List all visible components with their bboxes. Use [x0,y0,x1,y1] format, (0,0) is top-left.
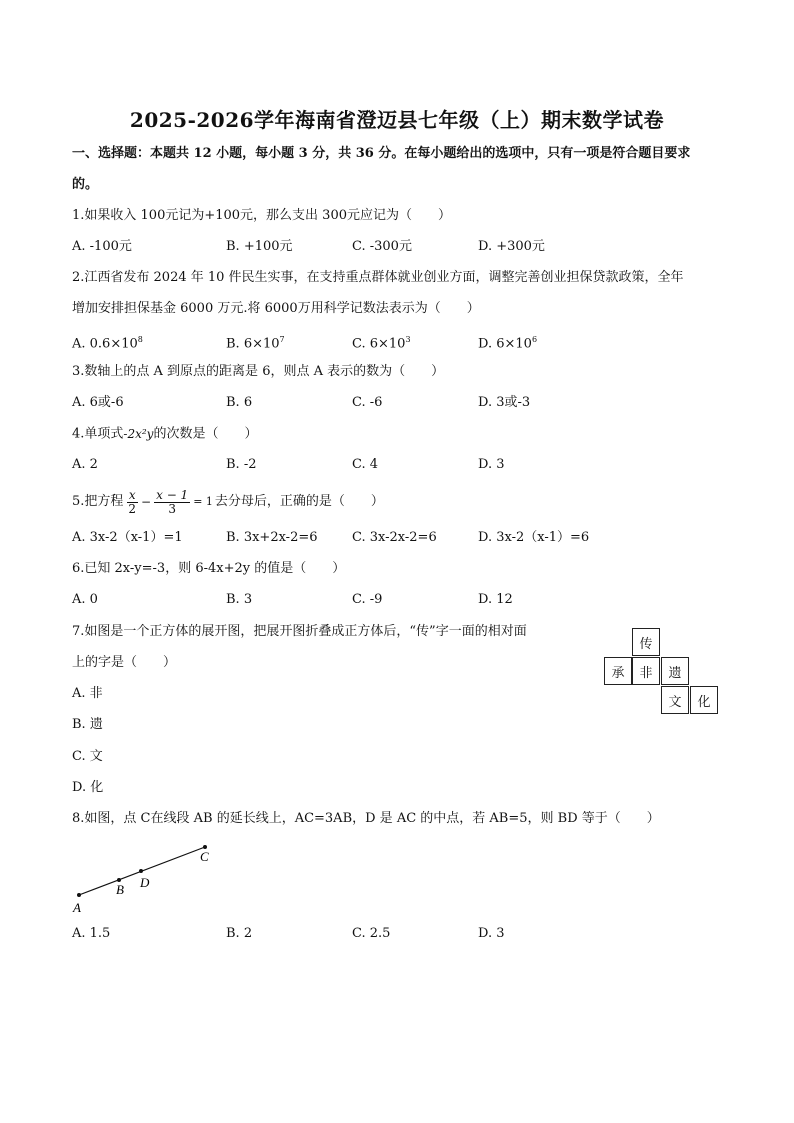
q7-option-c: C. 文 [72,749,103,764]
question-4-stem: 4.单项式-2x²y的次数是（ ） [72,426,258,442]
q1-option-d: D. +300元 [478,239,545,254]
section-heading-cont: 的。 [72,177,99,192]
q6-option-d: D. 12 [478,592,513,607]
q3-option-a: A. 6或-6 [72,395,124,410]
q8-option-a: A. 1.5 [72,926,111,941]
point-a [77,893,81,897]
q1-option-a: A. -100元 [72,239,132,254]
exam-title: 2025-2026学年海南省澄迈县七年级（上）期末数学试卷 [129,108,665,132]
label-a: A [73,900,81,915]
question-8-stem: 8.如图，点 C在线段 AB 的延长线上，AC=3AB，D 是 AC 的中点，若 AB=5，则 BD 等于（ ） [72,811,660,826]
q4-expression: -2x²y [123,427,154,441]
net-cell-cheng: 承 [604,657,632,685]
net-cell-hua: 化 [690,686,718,714]
net-cell-yi: 遗 [661,657,689,685]
question-7-stem: 7.如图是一个正方体的展开图，把展开图折叠成正方体后，“传”字一面的相对面 [72,624,527,639]
q6-option-c: C. -9 [352,592,383,607]
q5-fraction-2: $\frac{x - 1}{3}$ [156,487,189,516]
q4-option-a: A. 2 [72,457,98,472]
net-cell-wen: 文 [661,686,689,714]
q2-option-b: B. $6\times 10^7$ [226,335,285,352]
q5-fraction-1: $\frac{x}{2}$ [128,487,137,516]
q1-option-c: C. -300元 [352,239,412,254]
question-5-stem: 5.把方程 $\frac{x}{2}$ − $\frac{x - 1}{3}$ = 1 去分母后，正确的是（ ） [72,487,384,516]
label-c: C [200,849,209,864]
question-2-stem: 2.江西省发布 2024 年 10 件民生实事，在支持重点群体就业创业方面，调整完善创业担保贷款政策，全年 [72,270,684,285]
question-3-stem: 3.数轴上的点 A 到原点的距离是 6，则点 A 表示的数为（ ） [72,364,445,379]
question-2-stem-cont: 增加安排担保基金 6000 万元.将 6000万用科学记数法表示为（ ） [72,301,480,316]
question-7-stem-cont: 上的字是（ ） [72,655,177,670]
q8-option-d: D. 3 [478,926,505,941]
q7-option-b: B. 遗 [72,717,103,732]
q1-option-b: B. +100元 [226,239,293,254]
q6-option-a: A. 0 [72,592,98,607]
line-segment-figure [70,842,220,917]
q2-option-a: A. $0.6\times 10^8$ [72,335,143,352]
question-6-stem: 6.已知 2x-y=-3，则 6-4x+2y 的值是（ ） [72,561,346,576]
label-b: B [116,882,124,897]
q7-option-a: A. 非 [72,686,103,701]
label-d: D [140,875,150,890]
q5-option-b: B. 3x+2x-2=6 [226,530,318,545]
q2-option-d: D. $6\times 10^6$ [478,335,538,352]
q5-option-d: D. 3x-2（x-1）=6 [478,530,590,545]
q3-option-c: C. -6 [352,395,383,410]
net-cell-chuan: 传 [632,628,660,656]
q7-option-d: D. 化 [72,780,104,795]
q8-option-c: C. 2.5 [352,926,391,941]
q6-option-b: B. 3 [226,592,253,607]
q3-option-d: D. 3或-3 [478,395,531,410]
q4-option-d: D. 3 [478,457,505,472]
net-cell-fei: 非 [632,657,660,685]
q2-option-c: C. $6\times 10^3$ [352,335,411,352]
q5-option-a: A. 3x-2（x-1）=1 [72,530,183,545]
point-d [139,869,143,873]
q4-option-c: C. 4 [352,457,379,472]
question-1-stem: 1.如果收入 100元记为+100元，那么支出 300元应记为（ ） [72,208,451,223]
q5-option-c: C. 3x-2x-2=6 [352,530,437,545]
q4-option-b: B. -2 [226,457,257,472]
section-heading: 一、选择题：本题共 12 小题，每小题 3 分，共 36 分。在每小题给出的选项中，只有一项是符合题目要求 [72,146,691,161]
cube-net-figure [603,628,721,716]
q3-option-b: B. 6 [226,395,253,410]
q8-option-b: B. 2 [226,926,253,941]
